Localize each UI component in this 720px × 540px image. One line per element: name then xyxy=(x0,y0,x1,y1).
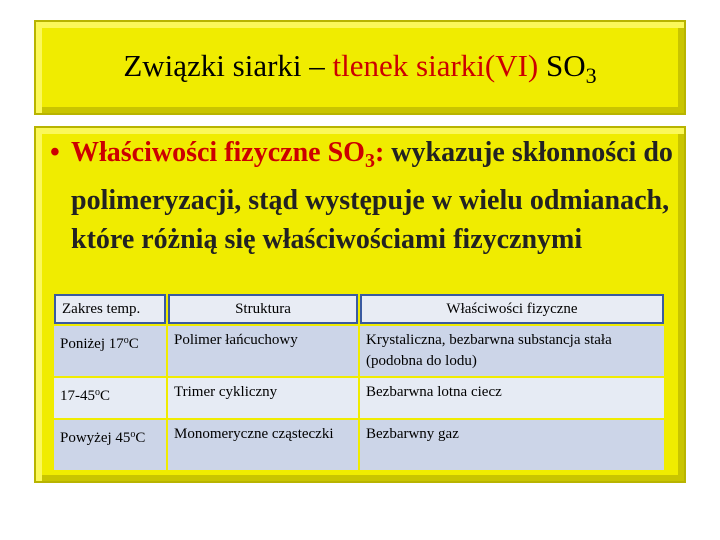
bullet-label-subscript: 3 xyxy=(364,150,375,172)
cell-temperature: 17-45$^o$C xyxy=(54,378,166,418)
slide-title xyxy=(36,48,684,89)
cell-structure: Monomeryczne cząsteczki xyxy=(168,420,358,470)
header-temperature: Zakres temp. xyxy=(54,294,166,324)
header-structure: Struktura xyxy=(168,294,358,324)
title-highlight: tlenek siarki(VI) xyxy=(332,48,539,83)
bullet-point xyxy=(50,133,680,259)
bullet-label xyxy=(71,137,385,172)
bullet-body: wykazuje skłonności do polimeryzacji, stąd występuje w wielu odmianach, które różnią się właściwościami fizycznymi xyxy=(71,137,673,255)
cell-properties: Bezbarwny gaz xyxy=(360,420,664,470)
header-properties: Właściwości fizyczne xyxy=(360,294,664,324)
properties-table xyxy=(52,292,666,472)
cell-structure: Trimer cykliczny xyxy=(168,378,358,418)
bullet-label-colon: : xyxy=(374,137,385,168)
table-header-row xyxy=(54,294,664,324)
title-prefix: Związki siarki – xyxy=(123,48,333,83)
cell-properties: Bezbarwna lotna ciecz xyxy=(360,378,664,418)
title-formula-subscript: 3 xyxy=(585,63,597,88)
cell-properties: Krystaliczna, bezbarwna substancja stała (podobna do lodu) xyxy=(360,326,664,376)
table-row xyxy=(54,420,664,470)
cell-temperature: Poniżej 17$^o$C xyxy=(54,326,166,376)
cell-temperature: Powyżej 45$^o$C xyxy=(54,420,166,470)
content-panel xyxy=(34,126,686,483)
bullet-marker: • xyxy=(50,137,60,168)
cell-structure: Polimer łańcuchowy xyxy=(168,326,358,376)
table-row xyxy=(54,378,664,418)
bullet-label-text: Właściwości fizyczne SO xyxy=(71,137,365,168)
table-row xyxy=(54,326,664,376)
title-panel xyxy=(34,20,686,115)
title-formula: SO xyxy=(538,48,586,83)
